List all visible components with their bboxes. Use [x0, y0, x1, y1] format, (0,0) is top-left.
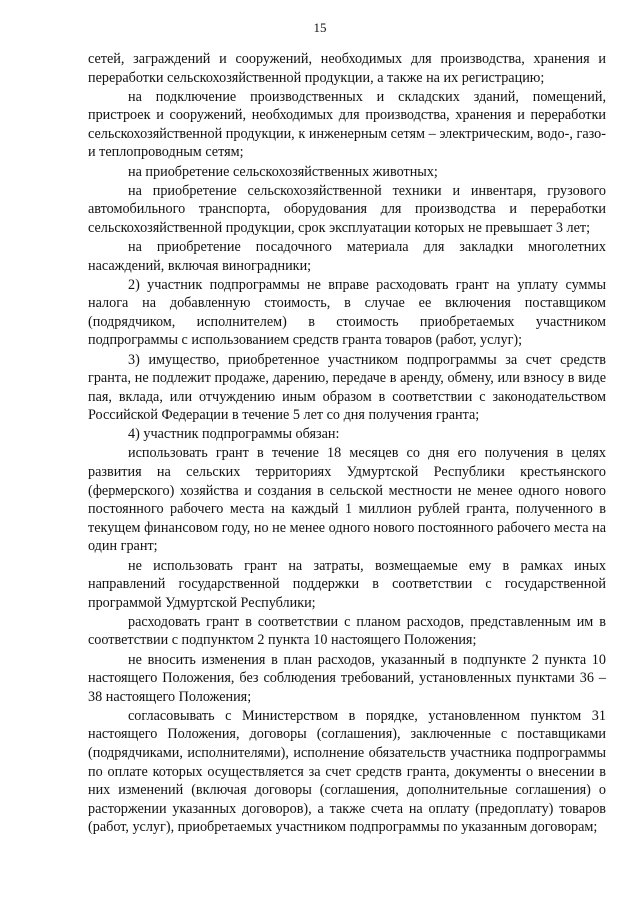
paragraph: на приобретение сельскохозяйственных животных; — [128, 163, 438, 180]
page-number: 15 — [313, 20, 327, 35]
paragraph: 4) участник подпрограммы обязан: — [128, 426, 340, 443]
paragraph: на приобретение сельскохозяйственной техники и инвентаря, грузового автомобильного транспорта, оборудования для производства и переработки сельскохозяйственной продукции, срок эксплуатации которых не превышает 3 лет; — [88, 182, 606, 236]
paragraph: согласовывать с Министерством в порядке, установленном пунктом 31 настоящего Положения, договоры (соглашения), заключенные с поставщиками (подрядчиками, исполнителями), исполнение обязательств участника подпрограммы по оплате которых осуществляется за счет средств гранта, документы о внесении в них изменений (включая договоры (соглашения, дополнительные соглашения) о расторжении указанных договоров), а также счета на оплату (предоплату) товаров (работ, услуг), приобретаемых участником подпрограммы по указанным договорам; — [88, 707, 606, 836]
paragraph: на приобретение посадочного материала для закладки многолетних насаждений, включая виноградники; — [88, 238, 606, 274]
paragraph: на подключение производственных и складских зданий, помещений, пристроек и сооружений, необходимых для производства, хранения и переработки сельскохозяйственной продукции, к инженерным сетям – электрическим, водо-, газо- и теплопроводным сетям; — [88, 88, 606, 161]
paragraph: 2) участник подпрограммы не вправе расходовать грант на уплату суммы налога на добавленную стоимость, в случае ее включения поставщиком (подрядчиком, исполнителем) в стоимость приобретаемых участником подпрограммы с использованием средств гранта товаров (работ, услуг); — [88, 276, 606, 349]
paragraph: сетей, заграждений и сооружений, необходимых для производства, хранения и переработки сельскохозяйственной продукции, а также на их регистрацию; — [88, 51, 606, 86]
paragraph: 3) имущество, приобретенное участником подпрограммы за счет средств гранта, не подлежит продаже, дарению, передаче в аренду, обмену, или взносу в виде пая, вклада, или отчуждению иным образом в соответствии с законодательством Российской Федерации в течение 5 лет со дня получения гранта; — [88, 351, 606, 424]
paragraph: не использовать грант на затраты, возмещаемые ему в рамках иных направлений государственной поддержки в соответствии с государственной программой Удмуртской Республики; — [88, 557, 606, 611]
document-body — [88, 50, 606, 837]
paragraph: использовать грант в течение 18 месяцев со дня его получения в целях развития на сельских территориях Удмуртской Республики крестьянского (фермерского) хозяйства и создания в сельской местности не менее одного нового постоянного рабочего места на каждый 1 миллион рублей гранта, полученного в текущем финансовом году, но не менее одного нового постоянного рабочего места на один грант; — [88, 445, 606, 555]
paragraph: расходовать грант в соответствии с планом расходов, представленным им в соответствии с подпунктом 2 пункта 10 настоящего Положения; — [88, 613, 606, 649]
paragraph: не вносить изменения в план расходов, указанный в подпункте 2 пункта 10 настоящего Положения, без соблюдения требований, установленных пунктами 36 – 38 настоящего Положения; — [88, 651, 606, 705]
